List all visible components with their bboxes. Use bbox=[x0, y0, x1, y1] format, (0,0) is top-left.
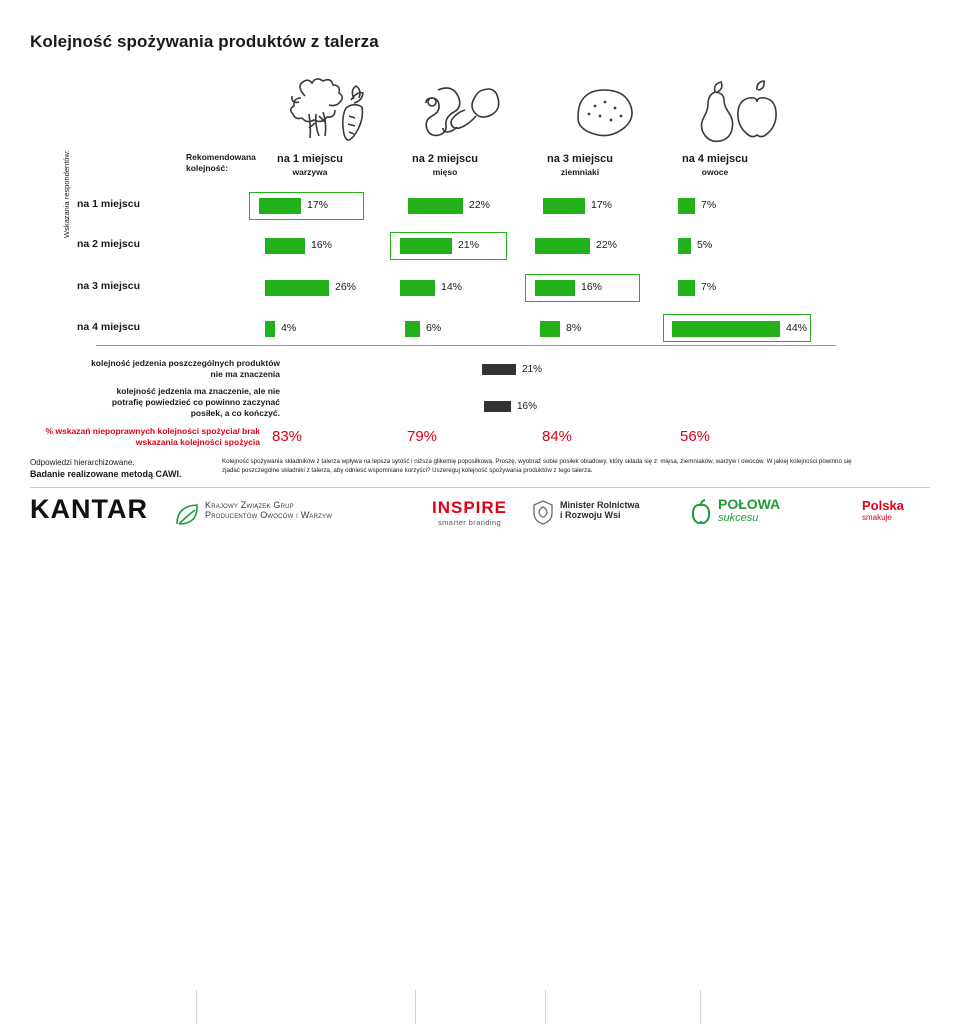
column-header-3 bbox=[505, 153, 655, 177]
ministry-line-1: Minister Rolnictwa bbox=[560, 500, 640, 510]
bar-r4c1 bbox=[265, 321, 297, 337]
bar-r1c4 bbox=[678, 198, 717, 214]
row-label-2: na 2 miejscu bbox=[76, 238, 140, 250]
page-title: Kolejność spożywania produktów z talerza bbox=[30, 32, 379, 51]
kzg-line-1: Krajowy Związek Grup bbox=[205, 500, 294, 510]
polska-smakuje-logo bbox=[862, 498, 904, 522]
polowa-sukcesu-logo bbox=[718, 496, 780, 524]
bar-r2c2 bbox=[400, 238, 480, 254]
note-bar-2 bbox=[484, 401, 538, 412]
footer-line-2: Badanie realizowane metodą CAWI. bbox=[30, 469, 182, 479]
bar-r4c2 bbox=[405, 321, 442, 337]
red-summary-label: % wskazań niepoprawnych kolejności spożycia/ brak wskazania kolejności spożycia bbox=[45, 426, 260, 448]
note-label-1: kolejność jedzenia poszczególnych produktów nie ma znaczenia bbox=[91, 358, 280, 380]
bar-value: 16% bbox=[311, 239, 333, 251]
meat-icon bbox=[390, 78, 540, 148]
recommended-order-label: Rekomendowana kolejność: bbox=[186, 152, 256, 173]
red-summary-value-3: 84% bbox=[542, 428, 573, 445]
bar-r2c4 bbox=[678, 238, 713, 254]
bar-r3c4 bbox=[678, 280, 717, 296]
column-food-label: owoce bbox=[701, 167, 729, 177]
note-bar-1 bbox=[482, 364, 543, 375]
bar-r3c1 bbox=[265, 280, 357, 296]
column-header-4 bbox=[640, 153, 790, 177]
kzg-logo bbox=[205, 500, 332, 520]
column-rank-label: na 2 miejscu bbox=[411, 153, 479, 165]
bar-value: 17% bbox=[307, 199, 329, 211]
broccoli-carrot-icon bbox=[255, 78, 405, 148]
note-bar-value: 21% bbox=[522, 364, 543, 375]
potato-icon bbox=[525, 78, 675, 148]
bar-value: 16% bbox=[581, 281, 603, 293]
bar-value: 6% bbox=[426, 322, 442, 334]
red-summary-value-4: 56% bbox=[680, 428, 711, 445]
bar-value: 17% bbox=[591, 199, 613, 211]
bar-r4c3 bbox=[540, 321, 582, 337]
red-summary-value-1: 83% bbox=[272, 428, 303, 445]
bar-value: 22% bbox=[596, 239, 618, 251]
footer-divider bbox=[30, 487, 930, 488]
bar-r3c2 bbox=[400, 280, 463, 296]
column-header-2 bbox=[370, 153, 520, 177]
bar-value: 7% bbox=[701, 281, 717, 293]
column-food-label: mięso bbox=[432, 167, 458, 177]
bar-value: 14% bbox=[441, 281, 463, 293]
column-food-label: warzywa bbox=[292, 167, 328, 177]
inspire-line-1: INSPIRE bbox=[432, 498, 508, 517]
inspire-logo bbox=[432, 498, 507, 527]
kzg-line-2: Producentów Owoców i Warzyw bbox=[205, 510, 333, 520]
red-summary-value-2: 79% bbox=[407, 428, 438, 445]
logo-bar bbox=[0, 492, 960, 540]
polska-line-1: Polska bbox=[862, 498, 904, 513]
pear-apple-icon bbox=[660, 78, 810, 148]
bar-value: 4% bbox=[281, 322, 297, 334]
footer-methodology-text: Kolejność spożywania składników z talerza wpływa na lepsza sytość i niższa glikemię poposiłkową. Proszę, wyobraź sobie posiłek obiadowy, który składa się z: mięsa, ziemniaków, warzyw i owoców. W jakiej kolejności powinno się zjadać poszczególne składniki z talerza, aby odnieść wspomniane korzyści? Uszereguj kolejność spożywania produktów z tego talerza. bbox=[222, 458, 852, 474]
bar-r1c2 bbox=[408, 198, 491, 214]
footer-line-1: Odpowiedzi hierarchizowane. bbox=[30, 458, 135, 467]
apple-outline-icon bbox=[688, 498, 714, 524]
note-bar-value: 16% bbox=[517, 401, 538, 412]
y-axis-label: Wskazania respondentów: bbox=[62, 150, 71, 238]
inspire-line-2: smarter branding bbox=[437, 518, 502, 527]
kantar-logo: KANTAR bbox=[30, 494, 148, 524]
bar-value: 22% bbox=[469, 199, 491, 211]
bar-value: 5% bbox=[697, 239, 713, 251]
row-label-3: na 3 miejscu bbox=[76, 280, 140, 292]
row-label-1: na 1 miejscu bbox=[76, 198, 140, 210]
column-rank-label: na 3 miejscu bbox=[546, 153, 614, 165]
eagle-crest-icon bbox=[532, 499, 554, 525]
bar-r4c4 bbox=[672, 321, 808, 337]
polowa-line-1: POŁOWA bbox=[718, 496, 781, 512]
row-label-4: na 4 miejscu bbox=[76, 321, 140, 333]
polowa-line-2: sukcesu bbox=[718, 512, 759, 524]
bar-r2c1 bbox=[265, 238, 333, 254]
leaf-icon bbox=[173, 500, 201, 528]
bar-value: 26% bbox=[335, 281, 357, 293]
ministry-line-2: i Rozwoju Wsi bbox=[560, 510, 621, 520]
bar-value: 7% bbox=[701, 199, 717, 211]
section-divider bbox=[96, 345, 836, 346]
bar-r3c3 bbox=[535, 280, 603, 296]
bar-r2c3 bbox=[535, 238, 618, 254]
bar-value: 8% bbox=[566, 322, 582, 334]
bar-r1c1 bbox=[259, 198, 329, 214]
bar-value: 44% bbox=[786, 322, 808, 334]
polska-line-2: smakuje bbox=[862, 513, 892, 522]
note-label-2: kolejność jedzenia ma znaczenie, ale nie potrafię powiedzieć co powinno zaczynać posiłek, a co kończyć. bbox=[111, 386, 280, 419]
column-rank-label: na 1 miejscu bbox=[276, 153, 344, 165]
column-food-label: ziemniaki bbox=[560, 167, 600, 177]
bar-r1c3 bbox=[543, 198, 613, 214]
column-rank-label: na 4 miejscu bbox=[681, 153, 749, 165]
bar-value: 21% bbox=[458, 239, 480, 251]
ministry-logo bbox=[560, 500, 640, 520]
